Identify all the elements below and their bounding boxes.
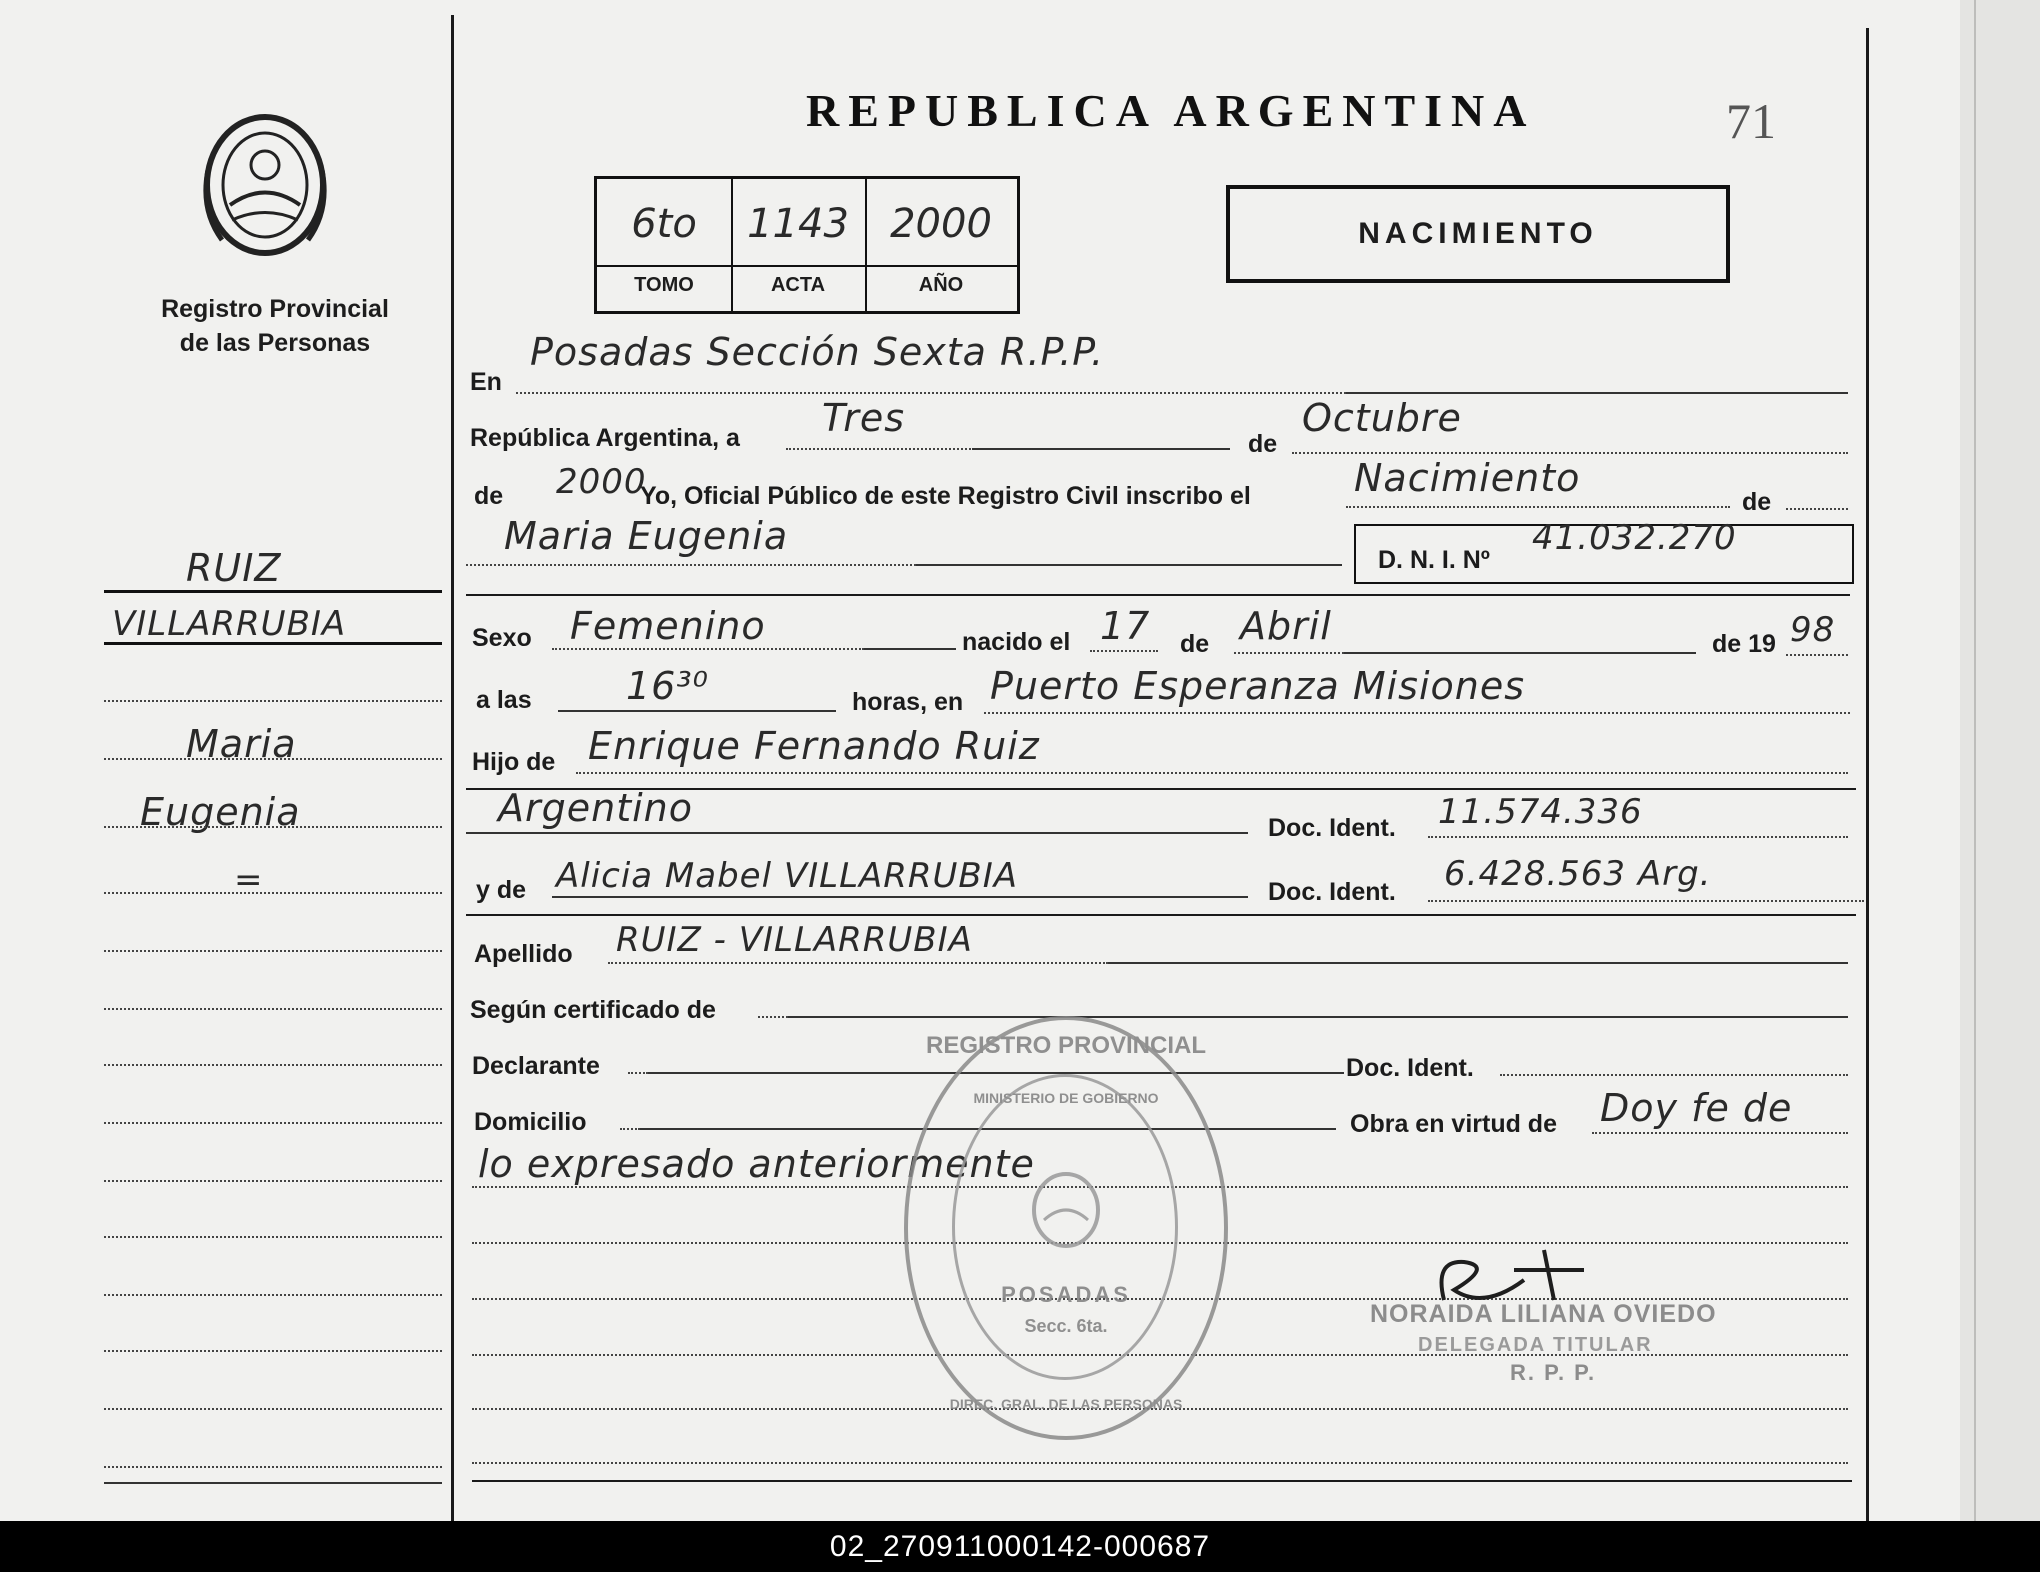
margin-bottom-line — [104, 1482, 442, 1484]
birth-year: 98 — [1790, 610, 1836, 650]
domicilio-label: Domicilio — [474, 1108, 587, 1136]
margin-dotted-line — [104, 1180, 442, 1182]
place-line — [984, 712, 1850, 714]
obra-value: Doy fe de — [1600, 1086, 1793, 1130]
margin-dotted-line — [104, 1294, 442, 1296]
acto-line — [1346, 506, 1730, 508]
domicilio-line — [620, 1128, 640, 1130]
margin-mark: = — [234, 860, 264, 900]
tomo-label: TOMO — [634, 274, 694, 296]
margin-given-2: Eugenia — [140, 790, 301, 834]
margin-dotted-line — [104, 1408, 442, 1410]
sexo-line — [552, 648, 864, 650]
horas-label: horas, en — [852, 688, 964, 716]
obra-line — [1592, 1132, 1848, 1134]
de4-label: de — [1180, 630, 1210, 658]
day-value: Tres — [822, 396, 906, 440]
declarante-doc-label: Doc. Ident. — [1346, 1054, 1474, 1082]
record-type-box: NACIMIENTO — [1226, 185, 1730, 283]
anio-label: AÑO — [918, 274, 964, 296]
page-edge — [1960, 0, 2040, 1521]
en-value: Posadas Sección Sexta R.P.P. — [530, 330, 1105, 374]
sexo-label: Sexo — [472, 624, 532, 652]
birth-month: Abril — [1240, 604, 1332, 648]
signer-office: R. P. P. — [1510, 1360, 1597, 1385]
margin-dotted-line — [104, 950, 442, 952]
acto-value: Nacimiento — [1354, 456, 1581, 500]
apellido-line-end — [1108, 962, 1848, 964]
mother-doc: 6.428.563 Arg. — [1444, 854, 1712, 894]
margin-dotted-line — [104, 700, 442, 702]
month-value: Octubre — [1302, 396, 1462, 440]
birth-month-line — [1234, 652, 1344, 654]
yde-label: y de — [476, 876, 527, 904]
birth-day: 17 — [1100, 604, 1151, 648]
margin-dotted-line — [104, 1008, 442, 1010]
sexo-line-end — [864, 648, 956, 650]
de3-line — [1786, 508, 1848, 510]
de19-label: de 19 — [1712, 630, 1776, 658]
birth-year-line — [1786, 654, 1848, 656]
document-id-footer: 02_270911000142-000687 — [0, 1521, 2040, 1572]
name-line-end — [916, 564, 1342, 566]
hour-line — [558, 710, 836, 712]
stamp-inner-text: MINISTERIO DE GOBIERNO — [973, 1090, 1159, 1106]
mother-line — [552, 896, 1248, 898]
margin-dotted-line — [104, 892, 442, 894]
margin-dotted-line — [104, 1236, 442, 1238]
signer-role: DELEGADA TITULAR — [1418, 1334, 1653, 1356]
official-stamp — [904, 1016, 1228, 1440]
mother-doc-label: Doc. Ident. — [1268, 878, 1396, 906]
en-label: En — [470, 368, 502, 396]
dni-label: D. N. I. Nº — [1378, 546, 1490, 574]
father-doc: 11.574.336 — [1438, 792, 1643, 832]
a-las-label: a las — [476, 686, 532, 714]
margin-surname-1: RUIZ — [186, 546, 282, 590]
margin-dotted-line — [104, 758, 442, 760]
de2-label: de — [474, 482, 504, 510]
en-line-end — [1346, 392, 1848, 394]
apellido-label: Apellido — [474, 940, 573, 968]
registry-name-line2: de las Personas — [179, 329, 371, 357]
birth-day-line — [1090, 650, 1158, 652]
registry-name-line1: Registro Provincial — [161, 295, 389, 323]
birth-month-line-end — [1344, 652, 1696, 654]
stamp-top-text: REGISTRO PROVINCIAL — [925, 1032, 1207, 1059]
segun-line — [758, 1016, 788, 1018]
nacido-label: nacido el — [962, 628, 1071, 656]
declarante-label: Declarante — [472, 1052, 600, 1080]
mother-value: Alicia Mabel VILLARRUBIA — [556, 856, 1019, 896]
margin-surname-2: VILLARRUBIA — [112, 604, 347, 644]
stamp-section: Secc. 6ta. — [1024, 1316, 1108, 1336]
dni-box — [1354, 518, 1854, 584]
mother-doc-line — [1428, 900, 1864, 902]
record-numbers-box — [594, 176, 1020, 314]
margin-given-1: Maria — [186, 722, 297, 766]
anio-cell — [865, 179, 1017, 311]
apellido-line — [608, 962, 1108, 964]
hijo-label: Hijo de — [472, 748, 556, 776]
parents-divider — [466, 914, 1856, 916]
tomo-value: 6to — [631, 201, 697, 247]
margin-dotted-line — [104, 1466, 442, 1468]
margin-line — [104, 642, 442, 645]
day-line — [786, 448, 986, 450]
month-line — [1292, 452, 1848, 454]
hour-value: 16³⁰ — [626, 664, 709, 708]
de-label: de — [1248, 430, 1278, 458]
declarante-doc-line — [1500, 1074, 1848, 1076]
tomo-cell — [597, 179, 733, 311]
obra-value-continued: lo expresado anteriormente — [478, 1142, 1035, 1186]
margin-line — [104, 590, 442, 593]
de3-label: de — [1742, 488, 1772, 516]
apellido-value: RUIZ - VILLARRUBIA — [616, 920, 973, 960]
yo-text: Yo, Oficial Público de este Registro Civil inscribo el — [640, 482, 1251, 510]
name-value: Maria Eugenia — [504, 514, 789, 558]
section-divider — [466, 594, 1850, 596]
stamp-city: POSADAS — [1001, 1282, 1131, 1307]
margin-dotted-line — [104, 826, 442, 828]
blank-line — [472, 1462, 1848, 1464]
acta-value: 1143 — [747, 201, 849, 247]
acta-label: ACTA — [770, 274, 826, 296]
name-line — [466, 564, 916, 566]
stamp-bottom-text: DIREC. GRAL. DE LAS PERSONAS — [949, 1396, 1183, 1412]
stamp-emblem-icon — [1026, 1170, 1106, 1250]
sexo-value: Femenino — [570, 604, 766, 648]
dni-value: 41.032.270 — [1532, 518, 1737, 558]
segun-line-end — [788, 1016, 1848, 1018]
republica-label: República Argentina, a — [470, 424, 740, 452]
father-nat-line — [466, 832, 1248, 834]
document-title: REPUBLICA ARGENTINA — [806, 85, 1536, 136]
father-doc-label: Doc. Ident. — [1268, 814, 1396, 842]
day-line-end — [972, 448, 1230, 450]
declarante-line — [628, 1072, 648, 1074]
bottom-divider — [472, 1480, 1852, 1482]
father-line — [576, 772, 1848, 774]
margin-dotted-line — [104, 1350, 442, 1352]
margin-dotted-line — [104, 1122, 442, 1124]
margin-dotted-line — [104, 1064, 442, 1066]
folio-number: 71 — [1726, 93, 1776, 149]
left-margin-divider — [451, 15, 454, 1521]
province-emblem-icon — [200, 110, 330, 260]
place-value: Puerto Esperanza Misiones — [990, 664, 1526, 708]
en-line — [516, 392, 1346, 394]
year-value: 2000 — [556, 462, 647, 502]
father-doc-line — [1428, 836, 1848, 838]
anio-value: 2000 — [890, 201, 992, 247]
segun-label: Según certificado de — [470, 996, 716, 1024]
father-value: Enrique Fernando Ruiz — [588, 724, 1040, 768]
registry-name — [120, 292, 430, 360]
father-nationality: Argentino — [498, 786, 693, 830]
signer-name: NORAIDA LILIANA OVIEDO — [1370, 1300, 1717, 1328]
obra-label: Obra en virtud de — [1350, 1110, 1557, 1138]
right-frame-line — [1866, 28, 1869, 1521]
acta-cell — [731, 179, 867, 311]
